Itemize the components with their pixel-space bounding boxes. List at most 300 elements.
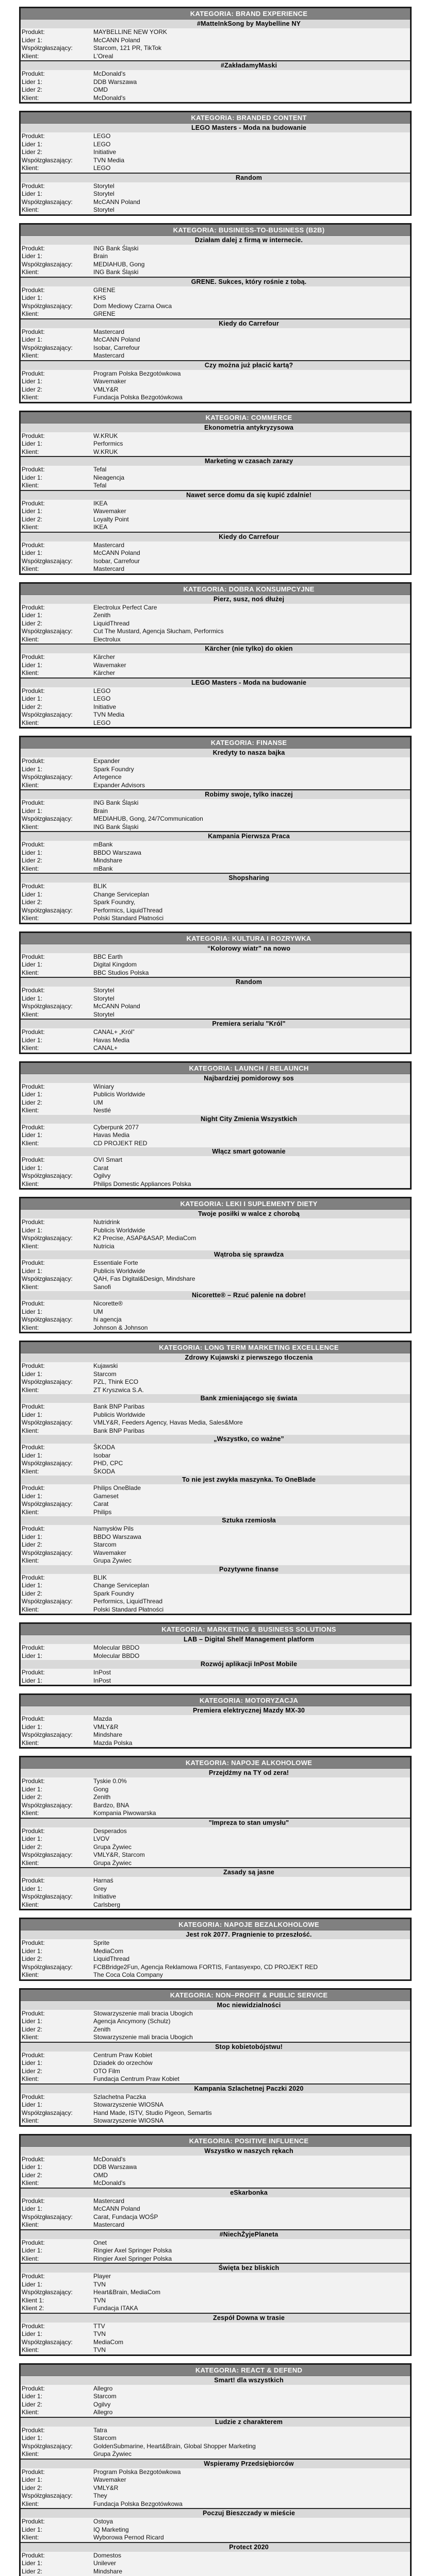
field-value: Grupa Żywiec <box>93 1843 132 1851</box>
field-label: Lider 2: <box>22 148 43 156</box>
field-value: BLIK <box>93 883 107 890</box>
field-label: Klient: <box>22 2179 39 2187</box>
category-table <box>19 2134 412 2356</box>
field-label: Produkt: <box>22 1362 45 1369</box>
entry-row <box>21 1669 410 1677</box>
entry-row <box>21 2221 410 2229</box>
field-value: MediaCom <box>93 1947 124 1955</box>
field-label: Produkt: <box>22 2197 45 2205</box>
entry-row <box>21 1091 410 1099</box>
field-value: OVI Smart <box>93 1156 123 1163</box>
entry <box>21 20 410 60</box>
field-value: VMLY&R <box>93 2484 119 2492</box>
field-value: McDonald's <box>93 94 126 101</box>
entry-title: Działam dalej z firmą w internecie. <box>21 236 410 245</box>
field-value: Stowarzyszenie mali bracia Ubogich <box>93 2033 193 2041</box>
field-value: CANAL+ <box>93 1044 118 1052</box>
entry-row <box>21 2247 410 2255</box>
entry <box>21 490 410 532</box>
entry-row <box>21 1131 410 1140</box>
field-label: Produkt: <box>22 1777 45 1785</box>
entry-title: Wątroba się sprawdza <box>21 1250 410 1259</box>
entry-row <box>21 823 410 832</box>
entry-row <box>21 2323 410 2331</box>
field-value: Starcom <box>93 2434 117 2442</box>
entry-title: LAB – Digital Shelf Management platform <box>21 1635 410 1644</box>
field-label: Klient: <box>22 823 39 831</box>
entry-row <box>21 1786 410 1794</box>
field-value: IKEA <box>93 523 108 531</box>
entry <box>21 831 410 873</box>
field-value: Player <box>93 2273 111 2280</box>
entry-title: Robimy swoje, tylko inaczej <box>21 790 410 799</box>
field-label: Lider 1: <box>22 695 43 702</box>
entry-title: Moc niewidzialności <box>21 2001 410 2010</box>
field-value: LEGO <box>93 132 111 140</box>
entry-row <box>21 164 410 173</box>
field-value: Performics <box>93 440 123 447</box>
field-label: Lider 1: <box>22 1533 43 1540</box>
field-value: LEGO <box>93 140 111 148</box>
entry-row <box>21 1419 410 1427</box>
entry-title: Czy można już płacić kartą? <box>21 361 410 370</box>
field-value: McCANN Poland <box>93 549 140 556</box>
field-label: Lider 1: <box>22 1947 43 1955</box>
field-value: Dom Mediowy Czarna Owca <box>93 302 172 310</box>
entry-row <box>21 969 410 977</box>
entry-row <box>21 1885 410 1893</box>
field-label: Lider 1: <box>22 1131 43 1139</box>
field-value: Change Serviceplan <box>93 1582 150 1589</box>
field-label: Lider 1: <box>22 2526 43 2533</box>
field-label: Produkt: <box>22 1028 45 1036</box>
category-table <box>19 1197 412 1333</box>
field-label: Współzgłaszający: <box>22 1731 73 1738</box>
entry-row <box>21 2059 410 2067</box>
field-label: Lider 1: <box>22 2018 43 2025</box>
field-value: ZT Kryszwica S.A. <box>93 1386 144 1394</box>
field-label: Lider 2: <box>22 385 43 393</box>
field-value: ŠKODA <box>93 1467 116 1475</box>
entry-row <box>21 1172 410 1180</box>
field-value: BBDO Warszawa <box>93 849 141 856</box>
field-value: Performics, LiquidThread <box>93 1598 163 1605</box>
field-value: Mastercard <box>93 352 125 359</box>
entry-row <box>21 2484 410 2493</box>
entry-row <box>21 849 410 857</box>
entry-row <box>21 245 410 253</box>
field-value: L'Oreal <box>93 52 113 60</box>
field-label: Produkt: <box>22 1218 45 1226</box>
entry-row <box>21 703 410 711</box>
field-value: Initiative <box>93 148 117 156</box>
entry-row <box>21 1644 410 1652</box>
field-label: Klient 2: <box>22 2304 44 2312</box>
field-value: MEDIAHUB, Gong <box>93 260 145 268</box>
field-label: Lider 1: <box>22 140 43 148</box>
entry-row <box>21 157 410 165</box>
entry-row <box>21 432 410 440</box>
field-label: Lider 2: <box>22 2067 43 2075</box>
field-value: Storytel <box>93 190 115 197</box>
entry-row <box>21 2346 410 2354</box>
entry-row <box>21 310 410 318</box>
entry <box>21 318 410 360</box>
entry-row <box>21 961 410 969</box>
field-label: Produkt: <box>22 1644 45 1651</box>
field-label: Produkt: <box>22 2426 45 2434</box>
entry-row <box>21 1180 410 1189</box>
field-value: Bank BNP Paribas <box>93 1403 145 1410</box>
entry-title: Najbardziej pomidorowy sos <box>21 1074 410 1083</box>
field-label: Lider 1: <box>22 78 43 86</box>
entry-row <box>21 2500 410 2509</box>
field-value: Molecular BBDO <box>93 1644 140 1651</box>
field-label: Produkt: <box>22 1259 45 1266</box>
field-value: TVN Media <box>93 711 125 718</box>
entry-row <box>21 773 410 782</box>
field-label: Klient: <box>22 1427 39 1434</box>
field-label: Lider 1: <box>22 1451 43 1459</box>
field-label: Współzgłaszający: <box>22 557 73 565</box>
field-value: Carat, Fundacja WOŚP <box>93 2213 158 2221</box>
entry-row <box>21 1411 410 1419</box>
field-value: McCANN Poland <box>93 2205 140 2212</box>
field-label: Produkt: <box>22 2322 45 2330</box>
category-table <box>19 411 412 575</box>
category-header: KATEGORIA: COMMERCE <box>21 412 410 423</box>
entry <box>21 2083 410 2125</box>
field-value: Carat <box>93 1500 109 1507</box>
entry-row <box>21 523 410 532</box>
field-value: GRENE <box>93 310 116 317</box>
field-value: CANAL+ „Król” <box>93 1028 135 1036</box>
field-label: Lider 1: <box>22 661 43 669</box>
field-label: Lider 1: <box>22 765 43 773</box>
field-value: GRENE <box>93 286 116 294</box>
field-label: Współzgłaszający: <box>22 1003 73 1010</box>
entry-row <box>21 370 410 378</box>
entry-row <box>21 500 410 508</box>
field-value: Isobar, Carrefour <box>93 557 140 565</box>
field-value: ŠKODA <box>93 1444 116 1451</box>
entry-row <box>21 2385 410 2393</box>
entry-row <box>21 78 410 87</box>
field-label: Lider 2: <box>22 857 43 864</box>
entry-row <box>21 2067 410 2076</box>
field-value: Change Serviceplan <box>93 890 150 898</box>
field-label: Klient: <box>22 1324 39 1331</box>
field-label: Produkt: <box>22 70 45 77</box>
entry-row <box>21 2450 410 2459</box>
entry-title: Kampania Pierwsza Praca <box>21 832 410 841</box>
entry-row <box>21 1044 410 1053</box>
entry-row <box>21 302 410 311</box>
field-label: Lider 2: <box>22 1098 43 1106</box>
field-label: Lider 2: <box>22 86 43 93</box>
field-label: Klient: <box>22 1605 39 1613</box>
entry-row <box>21 336 410 344</box>
entry-row <box>21 1859 410 1868</box>
field-label: Produkt: <box>22 1573 45 1581</box>
entry-row <box>21 1324 410 1332</box>
field-label: Produkt: <box>22 757 45 765</box>
entry-title: Marketing w czasach zarazy <box>21 457 410 466</box>
field-label: Klient: <box>22 2500 39 2507</box>
field-value: TVN <box>93 2296 106 2304</box>
field-label: Lider 1: <box>22 890 43 898</box>
field-value: BBDO Warszawa <box>93 1533 141 1540</box>
entry <box>21 944 410 977</box>
entry-row <box>21 516 410 524</box>
field-label: Lider 1: <box>22 2476 43 2483</box>
field-label: Klient: <box>22 1859 39 1867</box>
category-table <box>19 1622 412 1686</box>
field-value: K2 Precise, ASAP&ASAP, MediaCom <box>93 1234 197 1242</box>
entry-row <box>21 2401 410 2409</box>
entry <box>21 2188 410 2229</box>
field-label: Klient: <box>22 164 39 172</box>
field-value: Starcom <box>93 2393 117 2400</box>
category-table <box>19 223 412 403</box>
field-value: Zenith <box>93 1793 111 1801</box>
field-label: Produkt: <box>22 841 45 848</box>
entry <box>21 456 410 490</box>
entry-title: Ekonometria antykryzysowa <box>21 423 410 432</box>
entry-title: Nawet serce domu da się kupić zdalnie! <box>21 491 410 500</box>
field-label: Lider 1: <box>22 2101 43 2108</box>
field-value: Initiative <box>93 703 117 710</box>
field-label: Lider 1: <box>22 507 43 515</box>
field-label: Produkt: <box>22 2518 45 2525</box>
category-table <box>19 1756 412 1910</box>
entry-row <box>21 294 410 302</box>
entry-row <box>21 1715 410 1723</box>
entry-title: Rozwój aplikacji InPost Mobile <box>21 1660 410 1669</box>
entry-row <box>21 995 410 1003</box>
field-label: Klient: <box>22 2534 39 2541</box>
field-label: Lider 2: <box>22 1589 43 1597</box>
entry <box>21 2376 410 2417</box>
field-value: ING Bank Śląski <box>93 799 139 806</box>
entry-row <box>21 1362 410 1370</box>
field-label: Lider 1: <box>22 473 43 481</box>
field-value: Performics, LiquidThread <box>93 906 163 914</box>
entry <box>21 1019 410 1053</box>
field-value: Polski Standard Płatności <box>93 1605 164 1613</box>
entry <box>21 1291 410 1332</box>
field-value: Stowarzyszenie WIOSNA <box>93 2117 164 2124</box>
entry-row <box>21 507 410 516</box>
category-header: KATEGORIA: BRAND EXPERIENCE <box>21 8 410 20</box>
field-label: Współzgłaszający: <box>22 156 73 164</box>
field-value: Tefal <box>93 482 107 489</box>
field-value: Bank BNP Paribas <box>93 1427 145 1434</box>
field-label: Klient: <box>22 2409 39 2416</box>
entry-row <box>21 1164 410 1173</box>
entry-row <box>21 328 410 336</box>
field-label: Klient: <box>22 865 39 872</box>
field-label: Produkt: <box>22 369 45 377</box>
entry <box>21 124 410 173</box>
field-label: Współzgłaszający: <box>22 1598 73 1605</box>
entry-row <box>21 268 410 277</box>
entry-row <box>21 1851 410 1859</box>
entry <box>21 1147 410 1188</box>
field-label: Lider 1: <box>22 36 43 44</box>
field-label: Klient: <box>22 482 39 489</box>
entry-row <box>21 286 410 295</box>
entry-row <box>21 2026 410 2034</box>
field-label: Klient: <box>22 2221 39 2228</box>
category-header: KATEGORIA: POSITIVE INFLUENCE <box>21 2136 410 2147</box>
field-value: Gameset <box>93 1492 119 1500</box>
category-header: KATEGORIA: DOBRA KONSUMPCYJNE <box>21 584 410 595</box>
field-value: Johnson & Johnson <box>93 1324 148 1331</box>
field-label: Klient: <box>22 352 39 359</box>
entry-title: GRENE. Sukces, który rośnie z tobą. <box>21 278 410 286</box>
entry-row <box>21 1099 410 1107</box>
entry-row <box>21 1723 410 1732</box>
entry-title: Przejdźmy na TY od zera! <box>21 1769 410 1777</box>
entry-row <box>21 807 410 816</box>
entry-title: Wspieramy Przedsiębiorców <box>21 2460 410 2468</box>
field-label: Współzgłaszający: <box>22 198 73 206</box>
entry-row <box>21 1509 410 1517</box>
entry-row <box>21 1370 410 1379</box>
field-value: Cyberpunk 2077 <box>93 1123 139 1131</box>
field-label: Klient: <box>22 2346 39 2353</box>
entry-row <box>21 857 410 865</box>
category-table <box>19 1341 412 1615</box>
field-value: ING Bank Śląski <box>93 244 139 252</box>
field-value: Grupa Żywiec <box>93 2450 132 2458</box>
entry-row <box>21 474 410 482</box>
field-value: Fundacja Centrum Praw Kobiet <box>93 2075 179 2082</box>
entry-row <box>21 719 410 727</box>
field-label: Lider 1: <box>22 1835 43 1842</box>
entry <box>21 2313 410 2354</box>
entry-title: "Impreza to stan umysłu" <box>21 1819 410 1827</box>
field-label: Lider 1: <box>22 1582 43 1589</box>
field-label: Produkt: <box>22 2551 45 2559</box>
field-label: Lider 1: <box>22 549 43 556</box>
entry-row <box>21 2468 410 2477</box>
field-value: McCANN Poland <box>93 198 140 206</box>
entry-row <box>21 1484 410 1493</box>
field-label: Klient: <box>22 2450 39 2458</box>
category-table <box>19 7 412 104</box>
entry-row <box>21 1590 410 1598</box>
entry-title: #NiechŻyjePlaneta <box>21 2230 410 2239</box>
field-value: Wyborowa Pernod Ricard <box>93 2534 164 2541</box>
field-value: Onet <box>93 2239 107 2246</box>
category-header: KATEGORIA: REACT & DEFEND <box>21 2365 410 2376</box>
entry-row <box>21 1677 410 1685</box>
entry-title: Premiera elektrycznej Mazdy MX-30 <box>21 1706 410 1715</box>
field-label: Produkt: <box>22 953 45 960</box>
field-label: Klient: <box>22 1283 39 1291</box>
field-label: Lider 1: <box>22 1036 43 1044</box>
field-label: Lider 1: <box>22 1885 43 1892</box>
entry <box>21 2508 410 2542</box>
entry-title: Kampania Szlachetnej Paczki 2020 <box>21 2084 410 2093</box>
category-table <box>19 111 412 216</box>
entry-row <box>21 1403 410 1411</box>
field-label: Klient: <box>22 635 39 643</box>
field-label: Współzgłaszający: <box>22 1893 73 1900</box>
entry-row <box>21 53 410 61</box>
entry <box>21 1516 410 1565</box>
category-header: KATEGORIA: MOTORYZACJA <box>21 1695 410 1706</box>
field-value: ING Bank Śląski <box>93 268 139 276</box>
entry <box>21 1210 410 1250</box>
entry <box>21 60 410 102</box>
field-label: Współzgłaszający: <box>22 1378 73 1385</box>
field-label: Klient: <box>22 565 39 572</box>
entry <box>21 1115 410 1148</box>
entry-row <box>21 1963 410 1972</box>
field-value: McCANN Poland <box>93 336 140 343</box>
entry <box>21 277 410 318</box>
field-label: Lider 1: <box>22 2163 43 2171</box>
field-value: Gong <box>93 1785 109 1793</box>
field-label: Produkt: <box>22 2273 45 2280</box>
field-value: Nieagencja <box>93 473 125 481</box>
field-value: InPost <box>93 1676 111 1684</box>
field-value: Electrolux <box>93 635 121 643</box>
field-label: Produkt: <box>22 1669 45 1676</box>
entry-title: Protect 2020 <box>21 2543 410 2552</box>
entry-title: Twoje posiłki w walce z chorobą <box>21 1210 410 1218</box>
entry-row <box>21 841 410 849</box>
entry <box>21 236 410 277</box>
field-label: Klient: <box>22 394 39 401</box>
entry-row <box>21 1378 410 1386</box>
entry <box>21 1394 410 1435</box>
field-label: Produkt: <box>22 1123 45 1131</box>
entry-title: LEGO Masters - Moda na budowanie <box>21 124 410 132</box>
entry <box>21 873 410 923</box>
field-label: Klient: <box>22 1044 39 1052</box>
entry-row <box>21 28 410 37</box>
entry <box>21 2229 410 2263</box>
field-label: Produkt: <box>22 182 45 190</box>
entry-row <box>21 2205 410 2213</box>
field-label: Produkt: <box>22 2384 45 2392</box>
entry <box>21 977 410 1019</box>
field-label: Produkt: <box>22 653 45 660</box>
field-label: Lider 2: <box>22 515 43 523</box>
entry-row <box>21 252 410 261</box>
field-value: Grey <box>93 1885 107 1892</box>
field-value: Publicis Worldwide <box>93 1267 145 1275</box>
entry-row <box>21 2213 410 2222</box>
entry-row <box>21 1606 410 1614</box>
field-value: Mastercard <box>93 565 125 572</box>
entry-title: Nicorette® – Rzuć palenie na dobre! <box>21 1291 410 1300</box>
entry-row <box>21 1877 410 1885</box>
entry-row <box>21 628 410 636</box>
field-value: Program Polska Bezgotówkowa <box>93 369 181 377</box>
field-label: Klient: <box>22 719 39 726</box>
entry-title: Ludzie z charakterem <box>21 2418 410 2427</box>
entry-title: Zespół Downa w trasie <box>21 2314 410 2323</box>
entry-title: Kiedy do Carrefour <box>21 319 410 328</box>
entry-row <box>21 2010 410 2018</box>
category-header: KATEGORIA: MARKETING & BUSINESS SOLUTIONS <box>21 1624 410 1635</box>
field-value: MAYBELLINE NEW YORK <box>93 28 167 36</box>
